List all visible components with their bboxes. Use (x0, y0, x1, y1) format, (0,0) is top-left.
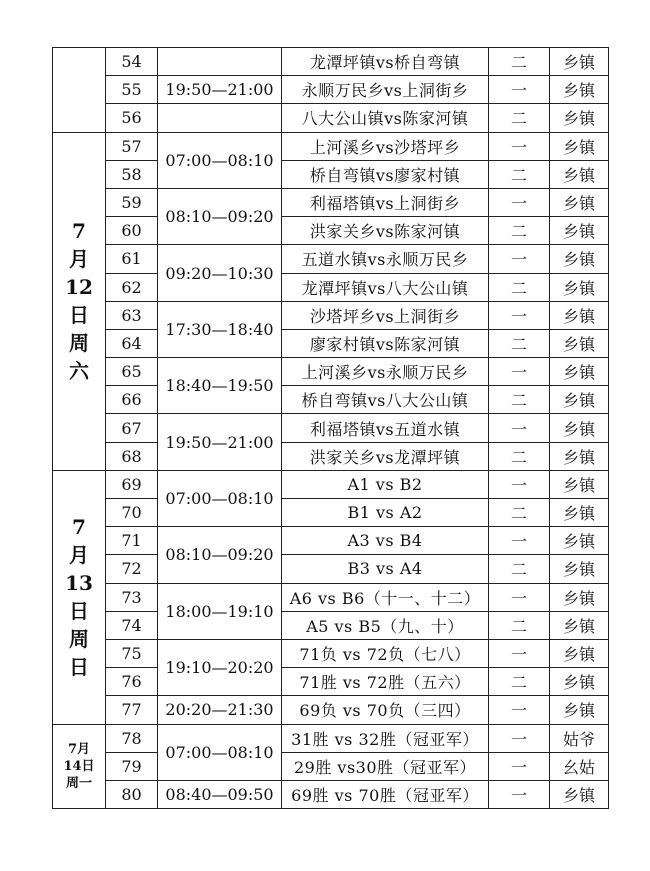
group-label: 二 (489, 160, 550, 188)
date-cell (53, 470, 106, 724)
venue-label: 乡镇 (550, 245, 609, 273)
match-pairing: 沙塔坪乡vs上洞街乡 (282, 301, 489, 329)
venue-label: 乡镇 (550, 780, 609, 808)
table-row (53, 414, 609, 442)
date-char: 月 (69, 543, 89, 568)
match-pairing: 桥自弯镇vs廖家村镇 (282, 160, 489, 188)
match-number: 71 (106, 527, 158, 555)
match-pairing: A1 vs B2 (282, 470, 489, 498)
venue-label: 幺姑 (550, 752, 609, 780)
group-label: 一 (489, 527, 550, 555)
date-char: 7月 (67, 741, 91, 757)
date-char: 周 (69, 627, 89, 652)
match-number: 65 (106, 358, 158, 386)
match-pairing: 洪家关乡vs陈家河镇 (282, 217, 489, 245)
match-pairing: 桥自弯镇vs八大公山镇 (282, 386, 489, 414)
match-number: 63 (106, 301, 158, 329)
table-row (53, 752, 609, 780)
table-row (53, 104, 609, 132)
venue-label: 乡镇 (550, 76, 609, 104)
group-label: 一 (489, 301, 550, 329)
match-pairing: 八大公山镇vs陈家河镇 (282, 104, 489, 132)
time-slot: 07:00—08:10 (158, 724, 282, 780)
venue-label: 乡镇 (550, 329, 609, 357)
match-pairing: B3 vs A4 (282, 555, 489, 583)
venue-label: 乡镇 (550, 217, 609, 245)
table-row (53, 301, 609, 329)
date-char: 12 (65, 275, 93, 300)
group-label: 二 (489, 104, 550, 132)
date-char: 14日 (63, 758, 95, 774)
table-row (53, 358, 609, 386)
group-label: 二 (489, 555, 550, 583)
match-number: 56 (106, 104, 158, 132)
group-label: 一 (489, 358, 550, 386)
group-label: 一 (489, 414, 550, 442)
venue-label: 乡镇 (550, 414, 609, 442)
venue-label: 乡镇 (550, 160, 609, 188)
group-label: 一 (489, 132, 550, 160)
match-number: 55 (106, 76, 158, 104)
match-number: 68 (106, 442, 158, 470)
match-pairing: 龙潭坪镇vs八大公山镇 (282, 273, 489, 301)
time-slot: 07:00—08:10 (158, 470, 282, 526)
match-pairing: 31胜 vs 32胜（冠亚军） (282, 724, 489, 752)
match-pairing: B1 vs A2 (282, 499, 489, 527)
match-pairing: A3 vs B4 (282, 527, 489, 555)
match-number: 58 (106, 160, 158, 188)
match-number: 79 (106, 752, 158, 780)
time-slot (158, 104, 282, 132)
date-cell (53, 132, 106, 470)
match-pairing: 利福塔镇vs五道水镇 (282, 414, 489, 442)
date-char: 周一 (65, 775, 92, 791)
date-cell (53, 48, 106, 133)
group-label: 一 (489, 752, 550, 780)
venue-label: 乡镇 (550, 273, 609, 301)
match-pairing: 71胜 vs 72胜（五六） (282, 668, 489, 696)
time-slot: 09:20—10:30 (158, 245, 282, 301)
group-label: 二 (489, 386, 550, 414)
venue-label: 乡镇 (550, 555, 609, 583)
match-number: 74 (106, 611, 158, 639)
venue-label: 乡镇 (550, 527, 609, 555)
table-row (53, 48, 609, 76)
match-number: 69 (106, 470, 158, 498)
group-label: 二 (489, 48, 550, 76)
match-pairing: 上河溪乡vs沙塔坪乡 (282, 132, 489, 160)
match-number: 59 (106, 188, 158, 216)
table-row (53, 160, 609, 188)
group-label: 二 (489, 442, 550, 470)
match-pairing: 上河溪乡vs永顺万民乡 (282, 358, 489, 386)
venue-label: 乡镇 (550, 639, 609, 667)
group-label: 一 (489, 188, 550, 216)
time-slot: 18:40—19:50 (158, 358, 282, 414)
venue-label: 乡镇 (550, 470, 609, 498)
date-cell (53, 724, 106, 809)
match-pairing: 71负 vs 72负（七八） (282, 639, 489, 667)
table-row (53, 583, 609, 611)
venue-label: 乡镇 (550, 668, 609, 696)
date-char: 7 (72, 515, 86, 540)
group-label: 一 (489, 639, 550, 667)
match-number: 64 (106, 329, 158, 357)
schedule-body (53, 48, 609, 809)
date-char: 日 (69, 655, 89, 680)
schedule-table (52, 47, 609, 809)
table-row (53, 442, 609, 470)
table-row (53, 696, 609, 724)
table-row (53, 527, 609, 555)
match-number: 73 (106, 583, 158, 611)
table-row (53, 76, 609, 104)
match-pairing: 廖家村镇vs陈家河镇 (282, 329, 489, 357)
group-label: 二 (489, 499, 550, 527)
venue-label: 乡镇 (550, 48, 609, 76)
table-row (53, 188, 609, 216)
group-label: 一 (489, 696, 550, 724)
table-row (53, 132, 609, 160)
match-number: 61 (106, 245, 158, 273)
date-char: 13 (65, 571, 93, 596)
venue-label: 乡镇 (550, 301, 609, 329)
table-row (53, 555, 609, 583)
group-label: 一 (489, 470, 550, 498)
venue-label: 乡镇 (550, 132, 609, 160)
match-pairing: 五道水镇vs永顺万民乡 (282, 245, 489, 273)
venue-label: 姑爷 (550, 724, 609, 752)
match-number: 76 (106, 668, 158, 696)
group-label: 二 (489, 329, 550, 357)
table-row (53, 780, 609, 808)
venue-label: 乡镇 (550, 499, 609, 527)
date-char: 月 (69, 247, 89, 272)
time-slot: 20:20—21:30 (158, 696, 282, 724)
match-pairing: A5 vs B5（九、十） (282, 611, 489, 639)
time-slot: 19:10—20:20 (158, 639, 282, 695)
group-label: 一 (489, 76, 550, 104)
table-row (53, 724, 609, 752)
match-number: 75 (106, 639, 158, 667)
date-char: 日 (69, 303, 89, 328)
match-number: 60 (106, 217, 158, 245)
match-pairing: 69胜 vs 70胜（冠亚军） (282, 780, 489, 808)
date-char: 日 (69, 599, 89, 624)
match-number: 54 (106, 48, 158, 76)
group-label: 二 (489, 217, 550, 245)
venue-label: 乡镇 (550, 611, 609, 639)
table-row (53, 329, 609, 357)
group-label: 一 (489, 583, 550, 611)
match-number: 77 (106, 696, 158, 724)
table-row (53, 386, 609, 414)
date-char: 7 (72, 219, 86, 244)
time-slot: 17:30—18:40 (158, 301, 282, 357)
match-pairing: A6 vs B6（十一、十二） (282, 583, 489, 611)
match-number: 78 (106, 724, 158, 752)
match-number: 70 (106, 499, 158, 527)
table-row (53, 639, 609, 667)
venue-label: 乡镇 (550, 104, 609, 132)
match-pairing: 洪家关乡vs龙潭坪镇 (282, 442, 489, 470)
table-row (53, 470, 609, 498)
time-slot: 19:50—21:00 (158, 414, 282, 470)
venue-label: 乡镇 (550, 358, 609, 386)
table-row (53, 668, 609, 696)
match-number: 67 (106, 414, 158, 442)
match-pairing: 龙潭坪镇vs桥自弯镇 (282, 48, 489, 76)
time-slot: 08:10—09:20 (158, 527, 282, 583)
match-pairing: 29胜 vs30胜（冠亚军） (282, 752, 489, 780)
match-number: 62 (106, 273, 158, 301)
group-label: 二 (489, 273, 550, 301)
group-label: 二 (489, 611, 550, 639)
match-number: 72 (106, 555, 158, 583)
match-number: 57 (106, 132, 158, 160)
match-number: 80 (106, 780, 158, 808)
table-row (53, 499, 609, 527)
time-slot: 07:00—08:10 (158, 132, 282, 188)
venue-label: 乡镇 (550, 386, 609, 414)
venue-label: 乡镇 (550, 442, 609, 470)
group-label: 一 (489, 724, 550, 752)
match-pairing: 永顺万民乡vs上洞街乡 (282, 76, 489, 104)
venue-label: 乡镇 (550, 188, 609, 216)
table-row (53, 273, 609, 301)
time-slot: 19:50—21:00 (158, 76, 282, 104)
date-char: 周 (69, 331, 89, 356)
group-label: 二 (489, 668, 550, 696)
time-slot: 18:00—19:10 (158, 583, 282, 639)
date-char: 六 (69, 359, 89, 384)
match-pairing: 69负 vs 70负（三四） (282, 696, 489, 724)
venue-label: 乡镇 (550, 583, 609, 611)
group-label: 一 (489, 780, 550, 808)
group-label: 一 (489, 245, 550, 273)
table-row (53, 245, 609, 273)
match-pairing: 利福塔镇vs上洞街乡 (282, 188, 489, 216)
time-slot (158, 48, 282, 76)
table-row (53, 611, 609, 639)
time-slot: 08:40—09:50 (158, 780, 282, 808)
time-slot: 08:10—09:20 (158, 188, 282, 244)
venue-label: 乡镇 (550, 696, 609, 724)
match-number: 66 (106, 386, 158, 414)
table-row (53, 217, 609, 245)
